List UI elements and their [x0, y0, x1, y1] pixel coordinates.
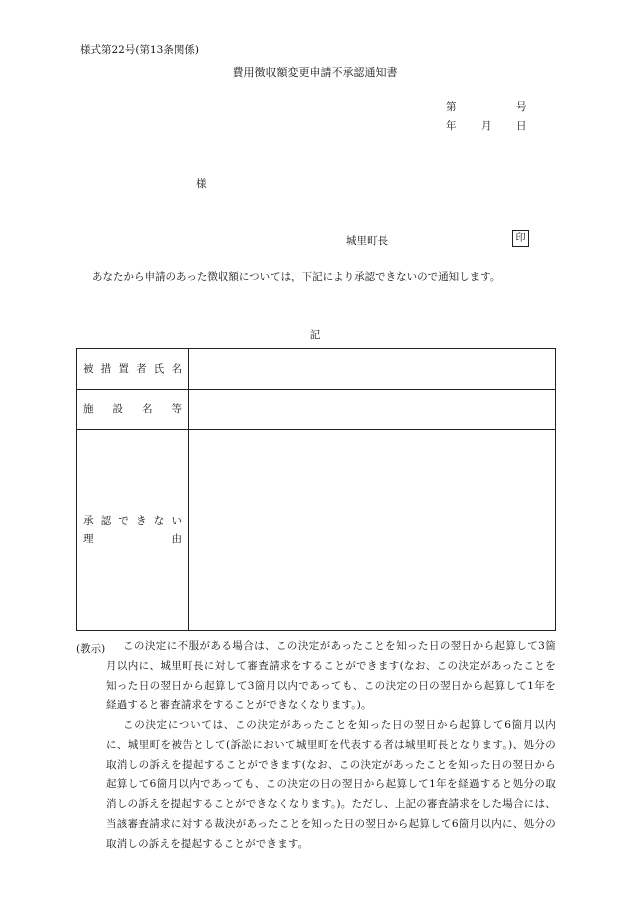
- label-reason: [83, 512, 182, 548]
- ki-heading: 記: [309, 329, 321, 341]
- form-number: 様式第22号(第13条関係): [80, 44, 199, 56]
- notice-heading: (教示): [76, 643, 106, 655]
- facility-name-field[interactable]: [189, 389, 555, 429]
- table-row: [77, 349, 555, 390]
- date-day: 日: [516, 120, 527, 132]
- label-person-name: 被措置者氏名: [83, 363, 182, 375]
- label-facility-name: 施設名等: [83, 403, 182, 415]
- document-title: 費用徴収額変更申請不承認通知書: [232, 66, 398, 79]
- number-prefix: 第: [446, 101, 457, 113]
- seal-mark: 印: [512, 230, 529, 247]
- label-reason-line2: 理由: [83, 532, 182, 545]
- table-row: [77, 389, 555, 430]
- person-name-field[interactable]: [189, 349, 555, 389]
- issuer-name: 城里町長: [346, 235, 388, 247]
- notice-paragraph-1: この決定に不服がある場合は、この決定があったことを知った日の翌日から起算して3箇月以内に、城里町長に対して審査請求をすることができます(なお、この決定があったことを知った日の翌日から起算して3箇月以内であっても、この決定の日の翌日から起算して1年を経過すると審査請求をすることができなくなります。)。: [106, 640, 556, 712]
- label-cell: [77, 349, 189, 389]
- detail-table: [76, 348, 556, 631]
- label-cell: [77, 429, 189, 630]
- label-cell: [77, 389, 189, 429]
- table-row: [77, 429, 555, 630]
- number-suffix: 号: [516, 101, 527, 113]
- label-reason-line1: 承認できない: [83, 514, 182, 527]
- reason-field[interactable]: [189, 429, 555, 630]
- addressee-honorific: 様: [196, 178, 207, 190]
- date-year: 年: [446, 120, 457, 132]
- intro-text: あなたから申請のあった徴収額については，下記により承認できないので通知します。: [92, 271, 501, 283]
- notice-paragraph-2: この決定については、この決定があったことを知った日の翌日から起算して6箇月以内に、城里町を被告として(訴訟において城里町を代表する者は城里町長となります。)、処分の取消しの訴えを提起することができます(なお、この決定があったことを知った日の翌日から起算して6箇月以内であっても、この決定の日の翌日から起算して1年を経過すると処分の取消しの訴えを提起することができなくなります。)。ただし、上記の審査請求をした場合には、当該審査請求に対する裁決があったことを知った日の翌日から起算して6箇月以内に、処分の取消しの訴えを提起することができます。: [106, 719, 556, 850]
- date-month: 月: [481, 120, 492, 132]
